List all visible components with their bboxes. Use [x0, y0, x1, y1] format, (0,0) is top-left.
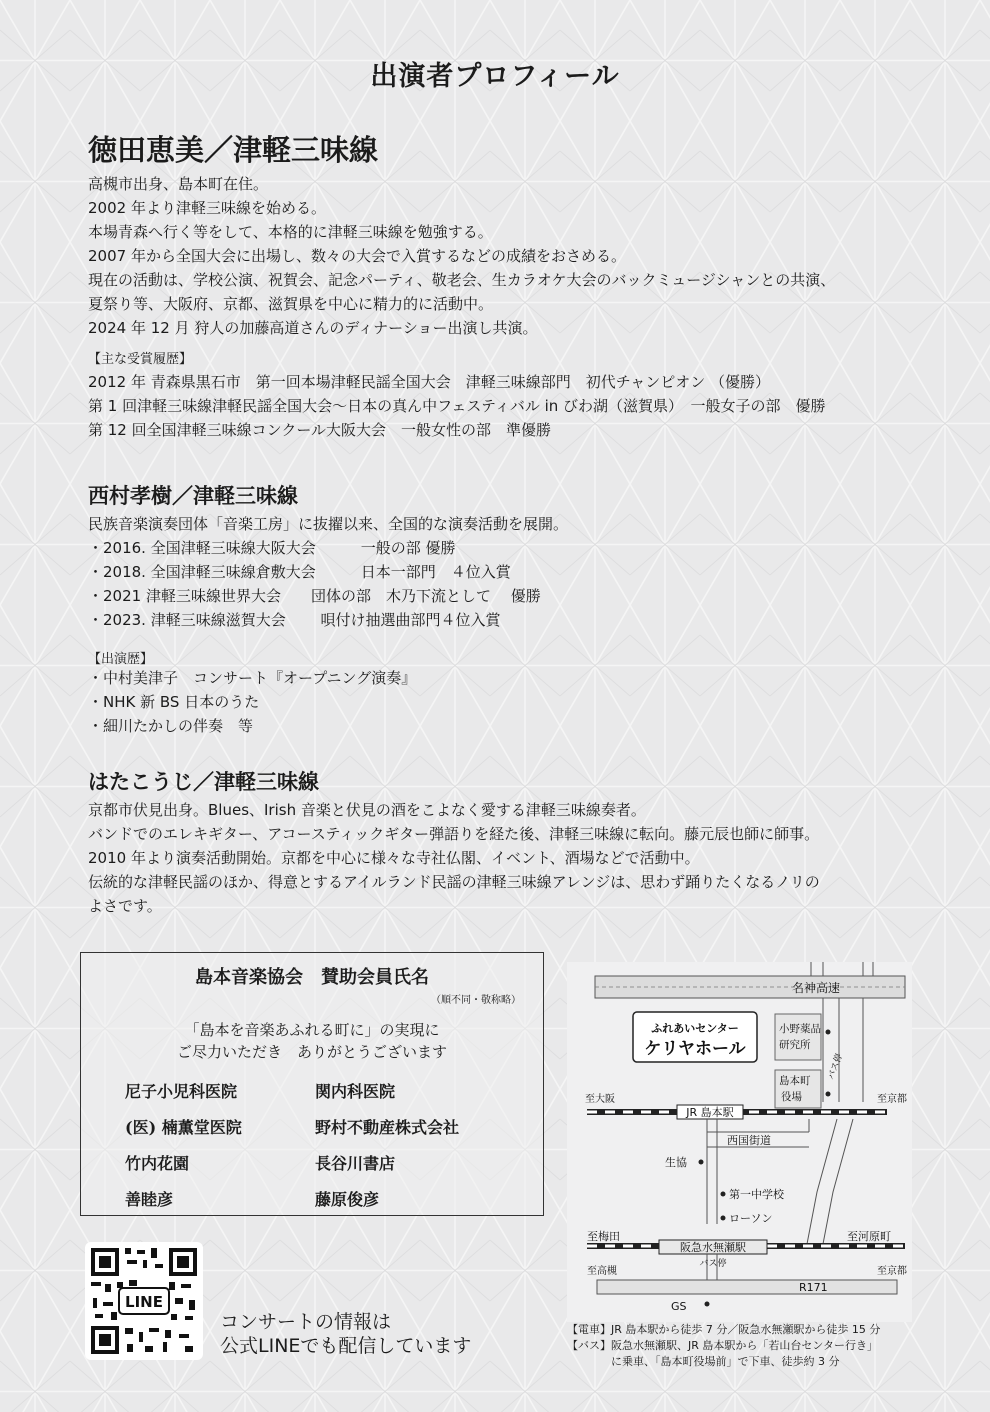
- map-gs: GS: [671, 1300, 687, 1313]
- award-line: 第 1 回津軽三味線津軽民謡全国大会～日本の真ん中フェスティバル in びわ湖（滋賀県） 一般女子の部 優勝: [88, 397, 826, 415]
- bio-line: バンドでのエレキギター、アコースティックギター弾語りを経た後、津軽三味線に転向。藤元辰也師に師事。: [88, 825, 820, 843]
- performer-2-perf: [88, 666, 416, 738]
- bio-line: 伝統的な津軽民謡のほか、得意とするアイルランド民謡の津軽三味線アレンジは、思わず踊りたくなるノリの: [88, 873, 820, 891]
- sponsor-name: 善睦彦: [125, 1190, 174, 1209]
- bio-line: ・2023. 津軽三味線滋賀大会 唄付け抽選曲部門４位入賞: [88, 611, 501, 629]
- access-notes: [567, 1322, 880, 1370]
- map-to-umeda: 至梅田: [587, 1230, 620, 1243]
- performer-3-name: はたこうじ／津軽三味線: [88, 769, 319, 794]
- bio-line: 夏祭り等、大阪府、京都、滋賀県を中心に精力的に活動中。: [88, 295, 494, 313]
- map-expressway: 名神高速: [792, 981, 841, 995]
- map-bus-stop: バス停: [826, 1052, 846, 1082]
- map-school: 第一中学校: [729, 1188, 784, 1201]
- map-jr-station: JR 島本駅: [686, 1106, 734, 1119]
- map-town-1: 島本町: [779, 1075, 811, 1087]
- bio-line: 京都市伏見出身。Blues、Irish 音楽と伏見の酒をこよなく愛する津軽三味線奏者。: [88, 801, 646, 819]
- award-line: 第 12 回全国津軽三味線コンクール大阪大会 一般女性の部 準優勝: [88, 421, 552, 439]
- access-line: 【電車】JR 島本駅から徒歩 7 分／阪急水無瀬駅から徒歩 15 分: [567, 1323, 881, 1336]
- bio-line: ・2016. 全国津軽三味線大阪大会 一般の部 優勝: [88, 539, 456, 557]
- map-town-2: 役場: [781, 1091, 802, 1103]
- perf-heading: 【出演歴】: [88, 652, 154, 667]
- sponsor-name: 関内科医院: [315, 1082, 396, 1101]
- qr-line-label: LINE: [125, 1293, 163, 1311]
- perf-line: ・細川たかしの伴奏 等: [88, 717, 254, 735]
- sponsor-name: 竹内花園: [125, 1154, 190, 1173]
- awards-heading: 【主な受賞履歴】: [88, 352, 193, 367]
- performer-2-name: 西村孝樹／津軽三味線: [88, 483, 298, 508]
- sponsor-note: （順不同・敬称略）: [431, 995, 521, 1006]
- page-title: 出演者プロフィール: [370, 61, 620, 92]
- award-line: 2012 年 青森県黒石市 第一回本場津軽民謡全国大会 津軽三味線部門 初代チャンピオン （優勝）: [88, 373, 771, 391]
- map-hankyu: 阪急水無瀬駅: [680, 1241, 746, 1254]
- map-lawson: ローソン: [729, 1212, 773, 1225]
- sponsor-col-1: [125, 1079, 242, 1223]
- performer-1-name: 徳田恵美／津軽三味線: [88, 133, 379, 167]
- perf-line: ・NHK 新 BS 日本のうた: [88, 693, 260, 711]
- bio-line: 高槻市出身、島本町在住。: [88, 175, 269, 193]
- map-venue-small: ふれあいセンター: [651, 1022, 739, 1035]
- bio-line: ・2021 津軽三味線世界大会 団体の部 木乃下流として 優勝: [88, 587, 541, 605]
- sponsor-name: 藤原俊彦: [315, 1190, 380, 1209]
- map-ono-2: 研究所: [779, 1039, 811, 1051]
- sponsor-name: 野村不動産株式会社: [315, 1118, 460, 1137]
- map-to-kyoto-2: 至京都: [877, 1266, 907, 1277]
- sponsor-name: 長谷川書店: [315, 1154, 396, 1173]
- sponsor-col-2: [315, 1079, 459, 1223]
- bio-line: 現在の活動は、学校公演、祝賀会、記念パーティ、敬老会、生カラオケ大会のバックミュージシャンとの共演、: [88, 271, 836, 289]
- perf-line: ・中村美津子 コンサート『オープニング演奏』: [88, 669, 417, 687]
- map-to-takatsuki: 至高槻: [587, 1266, 617, 1277]
- line-info-line: コンサートの情報は: [220, 1311, 392, 1333]
- access-map: [567, 962, 912, 1322]
- sponsor-thanks: [81, 1019, 543, 1063]
- line-info-line: 公式LINEでも配信しています: [220, 1335, 472, 1357]
- bio-line: 民族音楽演奏団体「音楽工房」に抜擢以来、全国的な演奏活動を展開。: [88, 515, 569, 533]
- map-to-osaka: 至大阪: [585, 1094, 615, 1105]
- map-r171: R171: [799, 1281, 828, 1294]
- performer-3-bio: [88, 798, 820, 918]
- bio-line: よさです。: [88, 897, 162, 915]
- performer-1-awards: [88, 370, 826, 442]
- line-info-text: [220, 1310, 471, 1358]
- bio-line: 本場青森へ行く等をして、本格的に津軽三味線を勉強する。: [88, 223, 493, 241]
- access-line: 【バス】阪急水無瀬駅、JR 島本駅から「若山台センター行き」: [567, 1339, 878, 1352]
- map-coop: 生協: [665, 1156, 687, 1169]
- performer-2-bio: [88, 512, 568, 632]
- sponsor-name: (医) 楠薫堂医院: [125, 1118, 242, 1137]
- thanks-line: ご尽力いただき ありがとうございます: [176, 1043, 447, 1061]
- map-ono-1: 小野薬品: [779, 1023, 821, 1035]
- bio-line: 2007 年から全国大会に出場し、数々の大会で入賞するなどの成績をおさめる。: [88, 247, 626, 265]
- bio-line: 2024 年 12 月 狩人の加藤高道さんのディナーショー出演し共演。: [88, 319, 538, 337]
- sponsor-name: 尼子小児科医院: [125, 1082, 238, 1101]
- map-nishikuni: 西国街道: [727, 1134, 771, 1147]
- performer-1-bio: [88, 172, 835, 340]
- sponsor-title: 島本音楽協会 賛助会員氏名: [195, 967, 429, 988]
- map-to-kawaramachi: 至河原町: [847, 1230, 891, 1243]
- map-bus-stop-2: バス停: [699, 1259, 727, 1269]
- thanks-line: 「島本を音楽あふれる町に」の実現に: [184, 1021, 440, 1039]
- map-to-kyoto: 至京都: [877, 1094, 907, 1105]
- bio-line: ・2018. 全国津軽三味線倉敷大会 日本一部門 ４位入賞: [88, 563, 511, 581]
- bio-line: 2010 年より演奏活動開始。京都を中心に様々な寺社仏閣、イベント、酒場などで活動中。: [88, 849, 700, 867]
- map-venue-big: ケリヤホール: [644, 1039, 746, 1059]
- sponsor-box: [80, 952, 544, 1216]
- access-line: に乗車、「島本町役場前」で下車、徒歩約 3 分: [567, 1355, 840, 1368]
- line-qr-code[interactable]: [85, 1242, 203, 1360]
- bio-line: 2002 年より津軽三味線を始める。: [88, 199, 326, 217]
